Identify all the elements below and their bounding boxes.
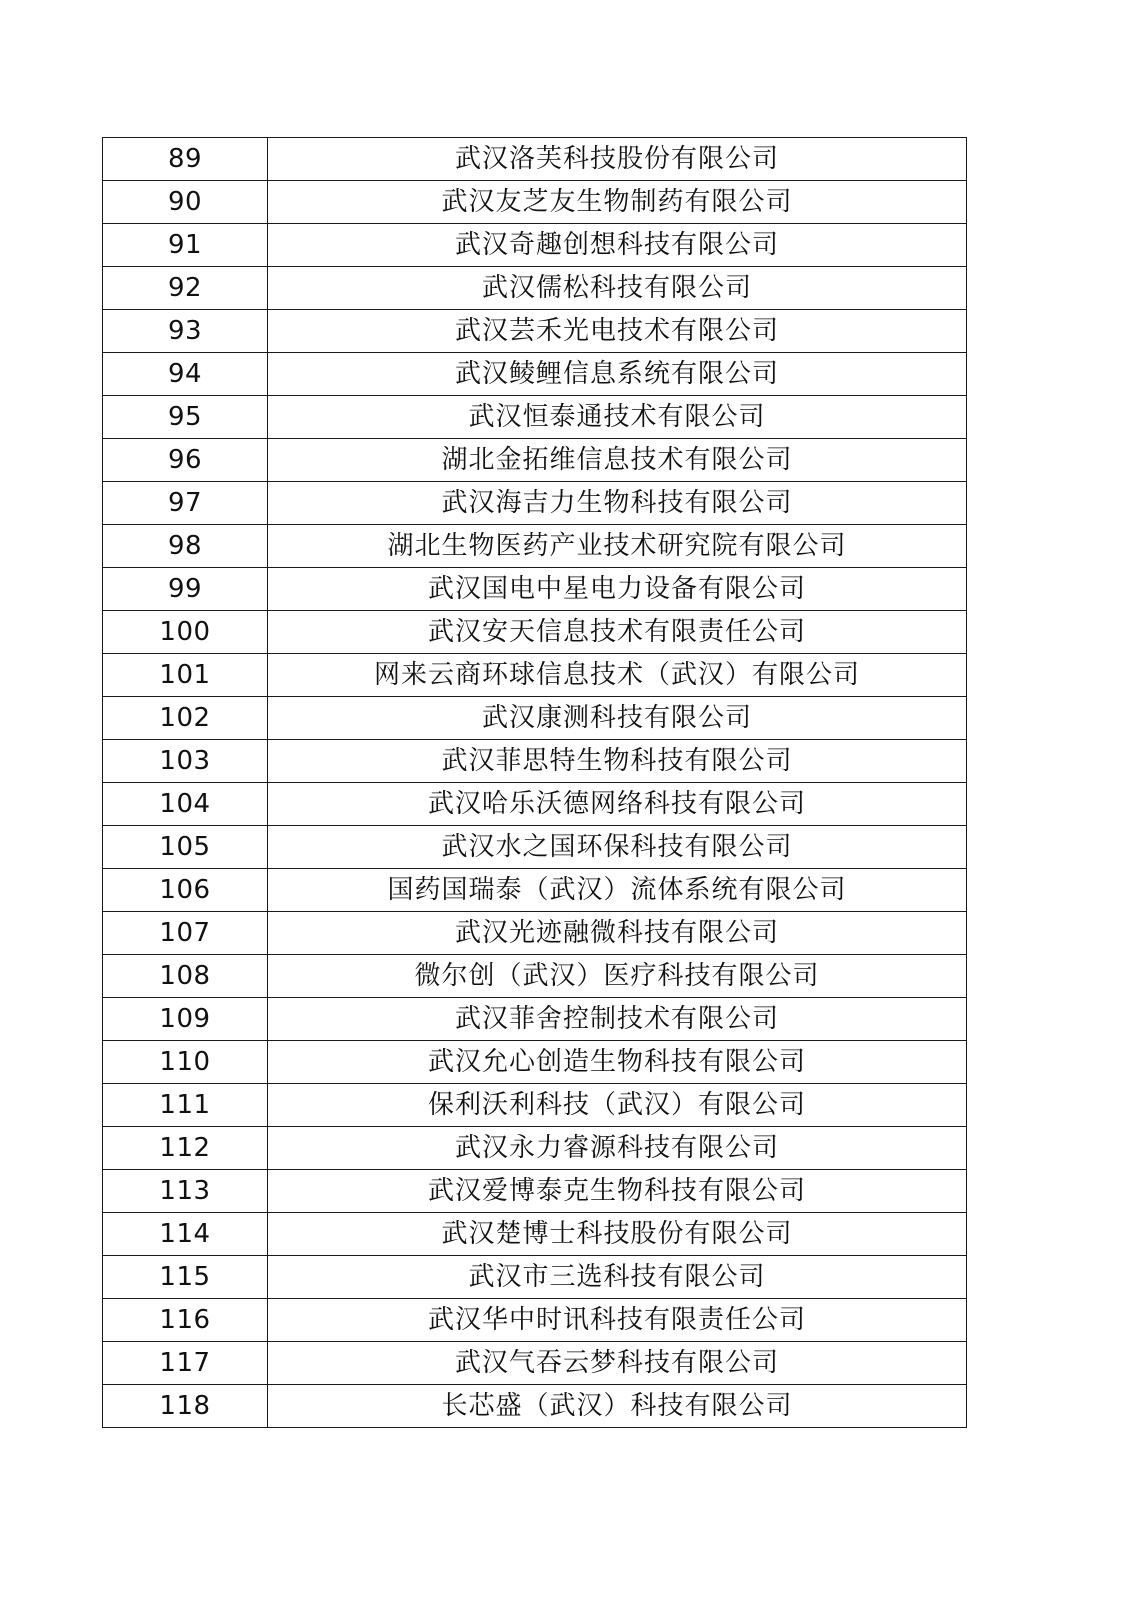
- row-number-cell: 89: [103, 138, 268, 181]
- table-row: [103, 439, 967, 482]
- row-number-cell: 113: [103, 1170, 268, 1213]
- table-row: [103, 826, 967, 869]
- table-row: [103, 998, 967, 1041]
- company-name-cell: 武汉爱博泰克生物科技有限公司: [268, 1170, 967, 1213]
- company-name-cell: 微尔创（武汉）医疗科技有限公司: [268, 955, 967, 998]
- company-name-cell: 武汉国电中星电力设备有限公司: [268, 568, 967, 611]
- company-name-cell: 武汉哈乐沃德网络科技有限公司: [268, 783, 967, 826]
- table-row: [103, 740, 967, 783]
- company-name-cell: 武汉恒泰通技术有限公司: [268, 396, 967, 439]
- row-number-cell: 92: [103, 267, 268, 310]
- company-name-cell: 武汉光迹融微科技有限公司: [268, 912, 967, 955]
- row-number-cell: 91: [103, 224, 268, 267]
- row-number-cell: 96: [103, 439, 268, 482]
- table-row: [103, 1170, 967, 1213]
- company-name-cell: 武汉市三选科技有限公司: [268, 1256, 967, 1299]
- company-name-cell: 武汉气吞云梦科技有限公司: [268, 1342, 967, 1385]
- company-name-cell: 武汉洛芙科技股份有限公司: [268, 138, 967, 181]
- company-name-cell: 武汉允心创造生物科技有限公司: [268, 1041, 967, 1084]
- table-row: [103, 611, 967, 654]
- company-name-cell: 武汉海吉力生物科技有限公司: [268, 482, 967, 525]
- row-number-cell: 93: [103, 310, 268, 353]
- company-name-cell: 武汉鲮鲤信息系统有限公司: [268, 353, 967, 396]
- table-row: [103, 525, 967, 568]
- row-number-cell: 98: [103, 525, 268, 568]
- row-number-cell: 108: [103, 955, 268, 998]
- row-number-cell: 106: [103, 869, 268, 912]
- row-number-cell: 116: [103, 1299, 268, 1342]
- company-name-cell: 国药国瑞泰（武汉）流体系统有限公司: [268, 869, 967, 912]
- table-row: [103, 138, 967, 181]
- row-number-cell: 103: [103, 740, 268, 783]
- company-name-cell: 武汉芸禾光电技术有限公司: [268, 310, 967, 353]
- company-name-cell: 网来云商环球信息技术（武汉）有限公司: [268, 654, 967, 697]
- company-name-cell: 武汉康测科技有限公司: [268, 697, 967, 740]
- table-row: [103, 310, 967, 353]
- company-name-cell: 武汉菲舍控制技术有限公司: [268, 998, 967, 1041]
- company-name-cell: 湖北生物医药产业技术研究院有限公司: [268, 525, 967, 568]
- row-number-cell: 112: [103, 1127, 268, 1170]
- row-number-cell: 114: [103, 1213, 268, 1256]
- row-number-cell: 101: [103, 654, 268, 697]
- table-row: [103, 482, 967, 525]
- table-row: [103, 1041, 967, 1084]
- company-name-cell: 武汉儒松科技有限公司: [268, 267, 967, 310]
- table-row: [103, 396, 967, 439]
- table-row: [103, 181, 967, 224]
- table-row: [103, 869, 967, 912]
- table-row: [103, 1084, 967, 1127]
- company-list-body: [103, 138, 967, 1428]
- table-row: [103, 353, 967, 396]
- row-number-cell: 115: [103, 1256, 268, 1299]
- company-name-cell: 武汉友芝友生物制药有限公司: [268, 181, 967, 224]
- row-number-cell: 111: [103, 1084, 268, 1127]
- company-name-cell: 武汉永力睿源科技有限公司: [268, 1127, 967, 1170]
- table-row: [103, 912, 967, 955]
- row-number-cell: 105: [103, 826, 268, 869]
- row-number-cell: 117: [103, 1342, 268, 1385]
- company-list-table: [102, 137, 967, 1428]
- row-number-cell: 118: [103, 1385, 268, 1428]
- company-name-cell: 武汉华中时讯科技有限责任公司: [268, 1299, 967, 1342]
- row-number-cell: 90: [103, 181, 268, 224]
- company-name-cell: 长芯盛（武汉）科技有限公司: [268, 1385, 967, 1428]
- table-row: [103, 1342, 967, 1385]
- table-row: [103, 697, 967, 740]
- company-name-cell: 保利沃利科技（武汉）有限公司: [268, 1084, 967, 1127]
- table-row: [103, 1213, 967, 1256]
- company-name-cell: 武汉楚博士科技股份有限公司: [268, 1213, 967, 1256]
- row-number-cell: 99: [103, 568, 268, 611]
- table-row: [103, 1299, 967, 1342]
- table-row: [103, 1256, 967, 1299]
- table-row: [103, 654, 967, 697]
- company-name-cell: 武汉奇趣创想科技有限公司: [268, 224, 967, 267]
- table-row: [103, 1385, 967, 1428]
- row-number-cell: 100: [103, 611, 268, 654]
- row-number-cell: 95: [103, 396, 268, 439]
- row-number-cell: 104: [103, 783, 268, 826]
- row-number-cell: 109: [103, 998, 268, 1041]
- table-row: [103, 783, 967, 826]
- row-number-cell: 107: [103, 912, 268, 955]
- row-number-cell: 102: [103, 697, 268, 740]
- table-row: [103, 955, 967, 998]
- table-row: [103, 1127, 967, 1170]
- company-name-cell: 武汉水之国环保科技有限公司: [268, 826, 967, 869]
- row-number-cell: 110: [103, 1041, 268, 1084]
- table-row: [103, 224, 967, 267]
- table-row: [103, 568, 967, 611]
- company-name-cell: 武汉安天信息技术有限责任公司: [268, 611, 967, 654]
- row-number-cell: 97: [103, 482, 268, 525]
- table-row: [103, 267, 967, 310]
- row-number-cell: 94: [103, 353, 268, 396]
- company-name-cell: 湖北金拓维信息技术有限公司: [268, 439, 967, 482]
- company-name-cell: 武汉菲思特生物科技有限公司: [268, 740, 967, 783]
